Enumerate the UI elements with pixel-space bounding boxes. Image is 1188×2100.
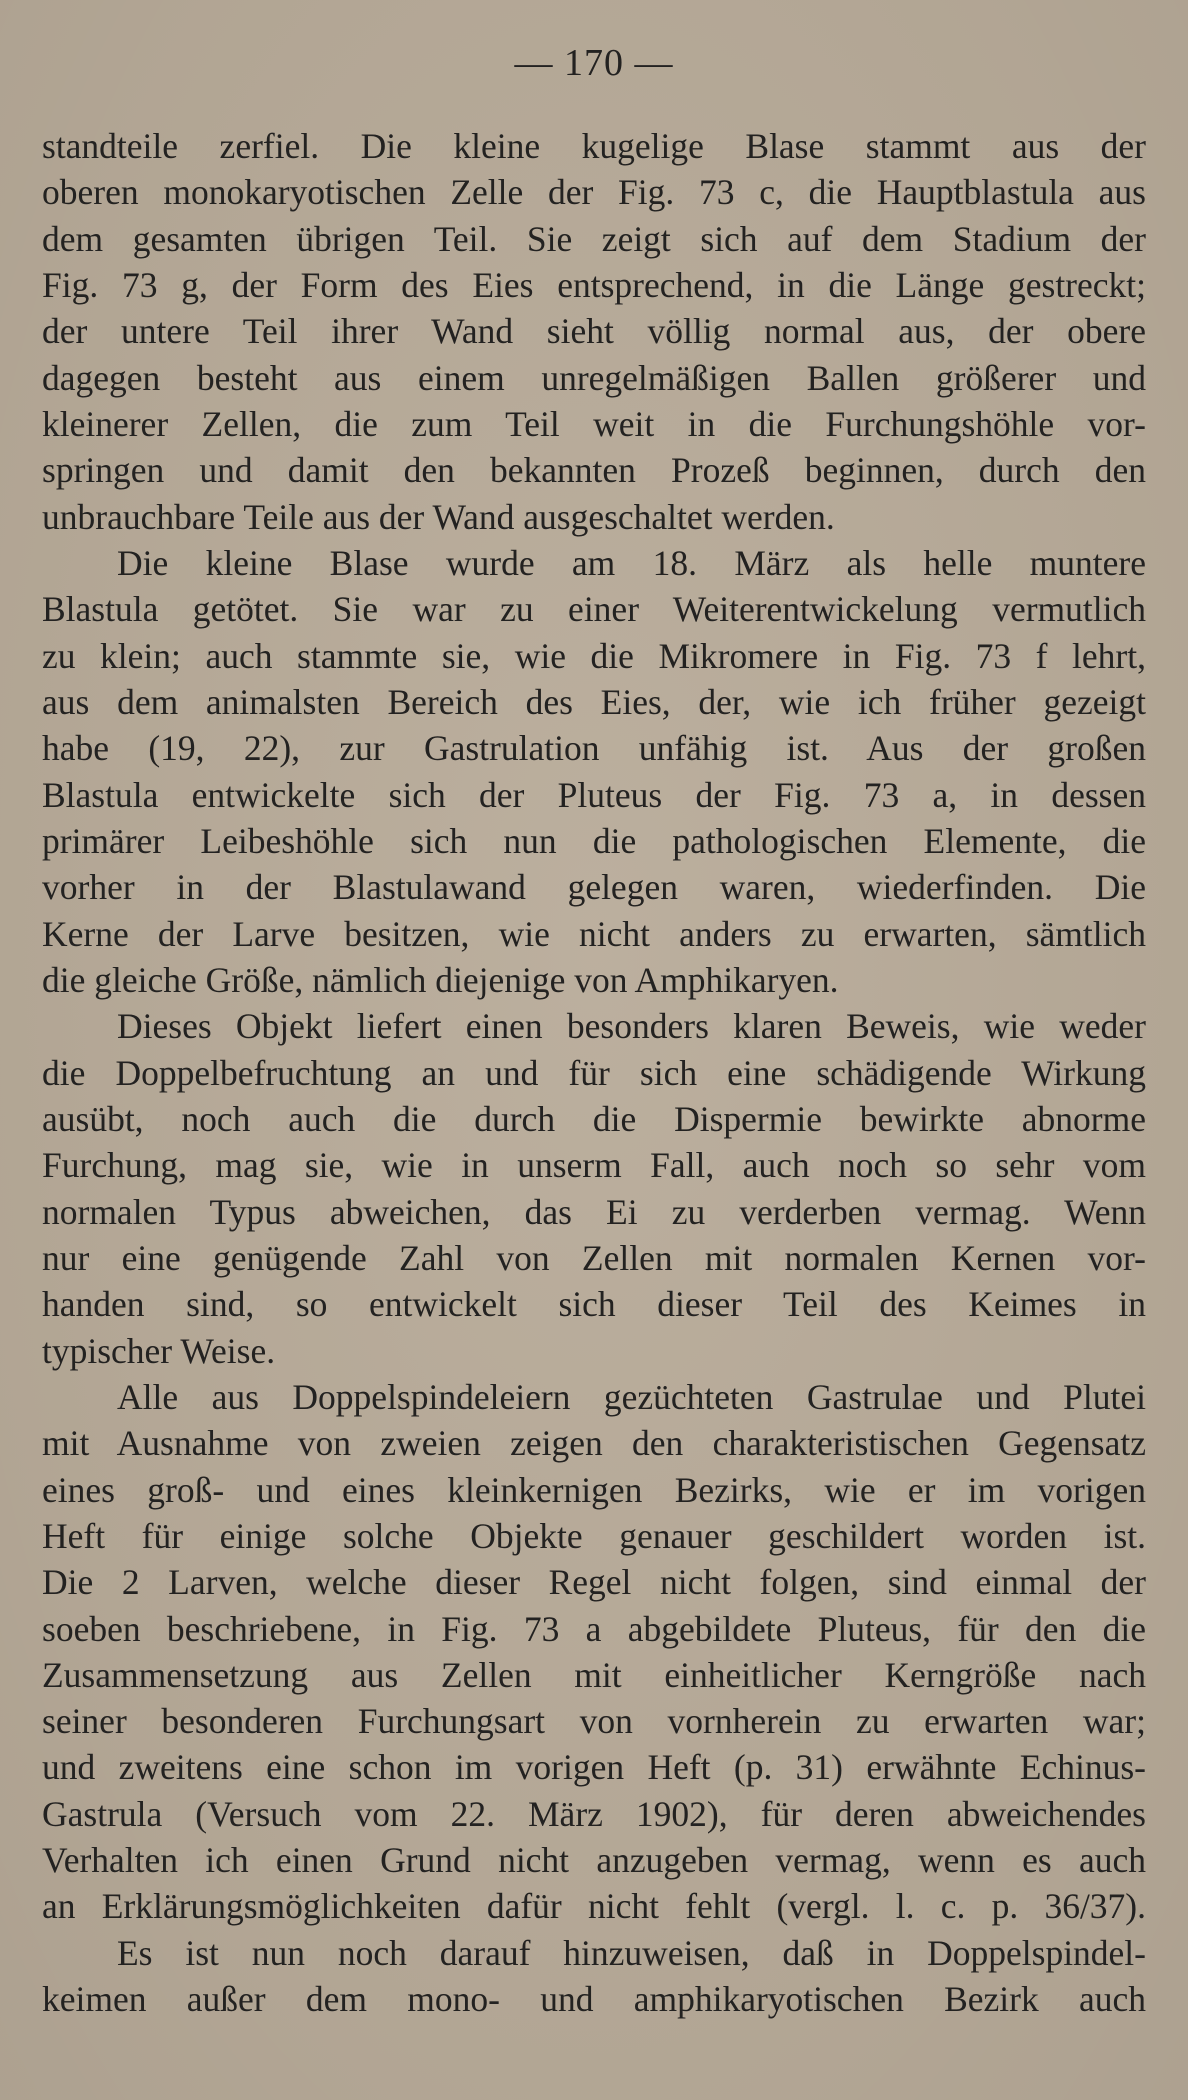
text-line: dem gesamten übrigen Teil. Sie zeigt sich auf dem Stadium der xyxy=(42,218,1146,259)
text-line: und zweitens eine schon im vorigen Heft (p. 31) erwähnte Echinus- xyxy=(42,1747,1146,1788)
text-line: Es ist nun noch darauf hinzuweisen, daß in Doppelspindel- xyxy=(117,1932,1146,1973)
text-line: handen sind, so entwickelt sich dieser Teil des Keimes in xyxy=(42,1284,1146,1325)
text-line: Blastula entwickelte sich der Pluteus der Fig. 73 a, in dessen xyxy=(42,774,1146,815)
text-line: der untere Teil ihrer Wand sieht völlig normal aus, der obere xyxy=(42,311,1146,352)
body-text xyxy=(42,123,1146,2022)
text-line: Gastrula (Versuch vom 22. März 1902), für deren abweichendes xyxy=(42,1793,1146,1834)
text-line: dagegen besteht aus einem unregelmäßigen Ballen größerer und xyxy=(42,357,1146,398)
text-line: die gleiche Größe, nämlich diejenige von Amphikaryen. xyxy=(42,959,839,1000)
text-line: Die 2 Larven, welche dieser Regel nicht folgen, sind einmal der xyxy=(42,1562,1146,1603)
text-line: mit Ausnahme von zweien zeigen den charakteristischen Gegensatz xyxy=(42,1423,1146,1464)
text-line: Die kleine Blase wurde am 18. März als helle muntere xyxy=(117,542,1146,583)
text-line: soeben beschriebene, in Fig. 73 a abgebildete Pluteus, für den die xyxy=(42,1608,1146,1649)
text-line: keimen außer dem mono- und amphikaryotischen Bezirk auch xyxy=(42,1979,1146,2020)
text-line: vorher in der Blastulawand gelegen waren, wiederfinden. Die xyxy=(42,867,1146,908)
text-line: seiner besonderen Furchungsart von vornherein zu erwarten war; xyxy=(42,1701,1146,1742)
text-line: Kerne der Larve besitzen, wie nicht anders zu erwarten, sämtlich xyxy=(42,913,1146,954)
text-line: unbrauchbare Teile aus der Wand ausgeschaltet werden. xyxy=(42,496,835,537)
text-line: primärer Leibeshöhle sich nun die pathologischen Elemente, die xyxy=(42,820,1146,861)
text-line: aus dem animalsten Bereich des Eies, der, wie ich früher gezeigt xyxy=(42,681,1146,722)
text-line: Blastula getötet. Sie war zu einer Weiterentwickelung vermutlich xyxy=(42,589,1146,630)
text-line: Alle aus Doppelspindeleiern gezüchteten Gastrulae und Plutei xyxy=(117,1376,1146,1417)
text-line: zu klein; auch stammte sie, wie die Mikromere in Fig. 73 f lehrt, xyxy=(42,635,1146,676)
text-line: habe (19, 22), zur Gastrulation unfähig ist. Aus der großen xyxy=(42,728,1146,769)
text-line: Fig. 73 g, der Form des Eies entsprechend, in die Länge gestreckt; xyxy=(42,264,1146,305)
text-line: Furchung, mag sie, wie in unserm Fall, auch noch so sehr vom xyxy=(42,1145,1146,1186)
text-line: oberen monokaryotischen Zelle der Fig. 73 c, die Hauptblastula aus xyxy=(42,172,1146,213)
text-line: eines groß- und eines kleinkernigen Bezirks, wie er im vorigen xyxy=(42,1469,1146,1510)
text-line: die Doppelbefruchtung an und für sich eine schädigende Wirkung xyxy=(42,1052,1146,1093)
page-number: — 170 — xyxy=(514,42,674,84)
text-line: springen und damit den bekannten Prozeß beginnen, durch den xyxy=(42,450,1146,491)
text-line: normalen Typus abweichen, das Ei zu verderben vermag. Wenn xyxy=(42,1191,1146,1232)
text-line: standteile zerfiel. Die kleine kugelige Blase stammt aus der xyxy=(42,126,1146,166)
text-line: nur eine genügende Zahl von Zellen mit normalen Kernen vor- xyxy=(42,1237,1146,1278)
text-line: an Erklärungsmöglichkeiten dafür nicht fehlt (vergl. l. c. p. 36/37). xyxy=(42,1886,1146,1927)
text-line: Heft für einige solche Objekte genauer geschildert worden ist. xyxy=(42,1515,1146,1556)
text-line: typischer Weise. xyxy=(42,1330,276,1371)
text-line: Zusammensetzung aus Zellen mit einheitlicher Kerngröße nach xyxy=(42,1654,1146,1695)
text-line: ausübt, noch auch die durch die Dispermie bewirkte abnorme xyxy=(42,1098,1146,1139)
text-line: Dieses Objekt liefert einen besonders klaren Beweis, wie weder xyxy=(117,1006,1146,1047)
text-line: kleinerer Zellen, die zum Teil weit in die Furchungshöhle vor- xyxy=(42,403,1146,444)
text-line: Verhalten ich einen Grund nicht anzugeben vermag, wenn es auch xyxy=(42,1840,1146,1881)
